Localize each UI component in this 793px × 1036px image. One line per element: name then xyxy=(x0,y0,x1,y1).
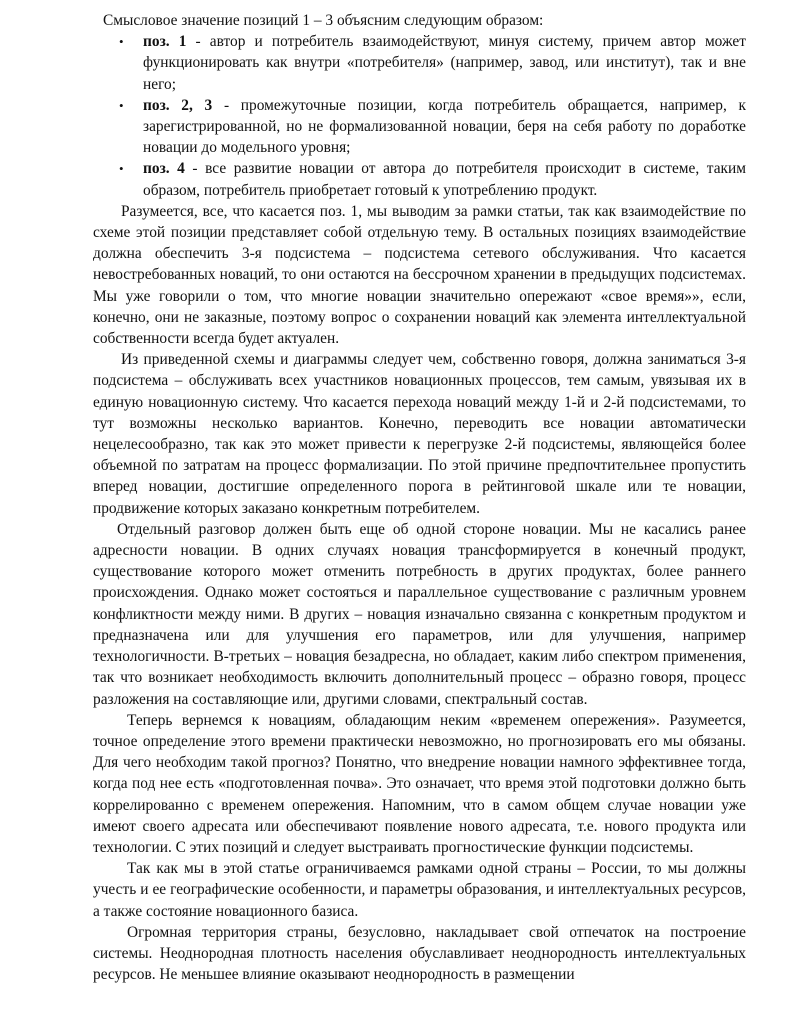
bullet-icon: • xyxy=(119,97,124,113)
list-item-pos1 xyxy=(119,31,746,95)
paragraph: Огромная территория страны, безусловно, накладывает свой отпечаток на построение системы. Неоднородная плотность населения обуславливает неоднородность интеллектуальных ресурсов. Не меньшее влияние оказывают неоднородность в размещении xyxy=(93,923,746,984)
paragraph: Из приведенной схемы и диаграммы следует чем, собственно говоря, должна заниматься 3-я подсистема – обслуживать всех участников новационных процессов, тем самым, увязывая их в единую новационную систему. Что касается перехода новаций между 1-й и 2-й подсистемами, то тут возможны несколько вариантов. Конечно, переводить все новации автоматически нецелесообразно, так как это может привести к перегрузке 2-й подсистемы, являющейся более объемной по затратам на процесс формализации. По этой причине предпочтительнее пропустить вперед новации, достигшие определенного порога в рейтинговой шкале или те новации, продвижение которых заказано конкретным потребителем. xyxy=(93,351,746,517)
paragraph: Разумеется, все, что касается поз. 1, мы выводим за рамки статьи, так как взаимодействие по схеме этой позиции представляет собой отдельную тему. В остальных позициях взаимодействие должна обеспечить 3-я подсистема – подсистема сетевого обслуживания. Что касается невостребованных новаций, то они остаются на бессрочном хранении в предыдущих подсистемах. Мы уже говорили о том, что многие новации значительно опережают «свое время»», если, конечно, они не заказные, поэтому вопрос о сохранении новаций как элемента интеллектуальной собственности всегда будет актуален. xyxy=(93,202,746,348)
paragraph: Теперь вернемся к новациям, обладающим неким «временем опережения». Разумеется, точное определение этого времени практически невозможно, но прогнозировать его мы обязаны. Для чего необходим такой прогноз? Понятно, что внедрение новации намного эффективнее тогда, когда под нее есть «подготовленная почва». Это означает, что время этой подготовки должно быть коррелированно с временем опережения. Напомним, что в самом общем случае новации уже имеют своего адресата или обеспечивают появление нового адресата, т.е. нового продукта или технологии. С этих позиций и следует выстраивать прогностические функции подсистемы. xyxy=(93,711,746,856)
document-page xyxy=(93,10,746,985)
list-item-text: - промежуточные позиции, когда потребитель обращается, например, к зарегистрированной, но не формализованной новации, беря на себя работу по доработке новации до модельного уровня; xyxy=(143,96,746,157)
list-item-pos23 xyxy=(119,95,746,159)
intro-line: Смысловое значение позиций 1 – 3 объясним следующим образом: xyxy=(103,12,544,29)
paragraph: Отдельный разговор должен быть еще об одной стороне новации. Мы не касались ранее адресности новации. В одних случаях новация трансформируется в конечный продукт, существование которого может отменить потребность в других продуктах, более раннего происхождения. Однако может состояться и параллельное существование с различным уровнем конфликтности между ними. В других – новация изначально связанна с конкретным продуктом и предназначена или для улучшения его параметров, или для улучшения, например технологичности. В-третьих – новация безадресна, но обладает, каким либо спектром применения, так что возникает необходимость включить дополнительный процесс – образно говоря, процесс разложения на составляющие или, другими словами, спектральный состав. xyxy=(93,520,746,708)
list-item-text: - все развитие новации от автора до потребителя происходит в системе, таким образом, потребитель приобретает готовый к употреблению продукт. xyxy=(143,160,746,199)
list-item-term: поз. 2, 3 xyxy=(143,96,213,114)
bullet-icon: • xyxy=(119,34,124,50)
bullet-icon: • xyxy=(119,161,124,177)
list-item-term: поз. 4 xyxy=(143,160,185,178)
list-item-pos4 xyxy=(119,158,746,200)
list-item-text: - автор и потребитель взаимодействуют, минуя систему, причем автор может функционировать как внутри «потребителя» (например, завод, или институт), так и вне него; xyxy=(143,33,746,93)
list-item-term: поз. 1 xyxy=(143,33,187,51)
position-list xyxy=(93,31,746,201)
paragraph: Так как мы в этой статье ограничиваемся рамками одной страны – России, то мы должны учесть и ее географические особенности, и параметры образования, и интеллектуальных ресурсов, а также состояние новационного базиса. xyxy=(93,860,746,920)
